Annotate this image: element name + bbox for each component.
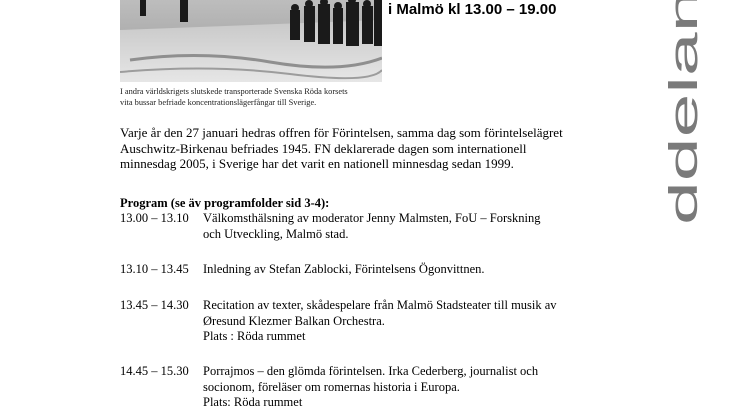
program-text: Inledning av Stefan Zablocki, Förintelsens Ögonvittnen. [203, 262, 485, 276]
program-text: Øresund Klezmer Balkan Orchestra. [203, 313, 385, 328]
program-item [120, 298, 680, 345]
program-time: 13.00 – 13.10 [120, 211, 189, 225]
program-item [120, 211, 680, 242]
program-item [120, 262, 680, 278]
intro-paragraph [120, 125, 680, 172]
program-time: 14.45 – 15.30 [120, 364, 189, 378]
program-text: Porrajmos – den glömda förintelsen. Irka Cederberg, journalist och [203, 364, 539, 378]
program-time: 13.45 – 14.30 [120, 298, 189, 312]
program-heading: Program (se äv programfolder sid 3-4): [120, 196, 330, 210]
caption-line: vita bussar befriade koncentrationslägerfångar till Sverige. [120, 97, 317, 107]
intro-line: Varje år den 27 januari hedras offren för Förintelsen, samma dag som förintelselägret [120, 125, 563, 140]
vertical-title [642, 0, 712, 230]
intro-line: Auschwitz-Birkenau befriades 1945. FN deklarerade dagen som internationell [120, 140, 527, 156]
historical-photo [120, 0, 382, 82]
program-location: Plats: Röda rummet [203, 395, 303, 409]
photo-image [120, 0, 382, 82]
intro-line: minnesdag 2005, i Sverige har det varit en nationell minnesdag sedan 1999. [120, 156, 514, 171]
photo-caption [120, 87, 400, 108]
caption-line: I andra världskrigets slutskede transporterade Svenska Röda korsets [120, 87, 348, 96]
program-time: 13.10 – 13.45 [120, 262, 189, 276]
program-item [120, 364, 680, 411]
program-text: Välkomsthälsning av moderator Jenny Malmsten, FoU – Forskning [203, 211, 541, 225]
program-text: socionom, föreläser om romernas historia i Europa. [203, 379, 460, 394]
program-text: Recitation av texter, skådespelare från Malmö Stadsteater till musik av [203, 298, 557, 312]
program-text: och Utveckling, Malmö stad. [203, 226, 349, 241]
vertical-title-text: ddelande [662, 60, 706, 225]
event-time-headline: i Malmö kl 13.00 – 19.00 [388, 1, 557, 18]
program-location: Plats : Röda rummet [203, 329, 306, 343]
